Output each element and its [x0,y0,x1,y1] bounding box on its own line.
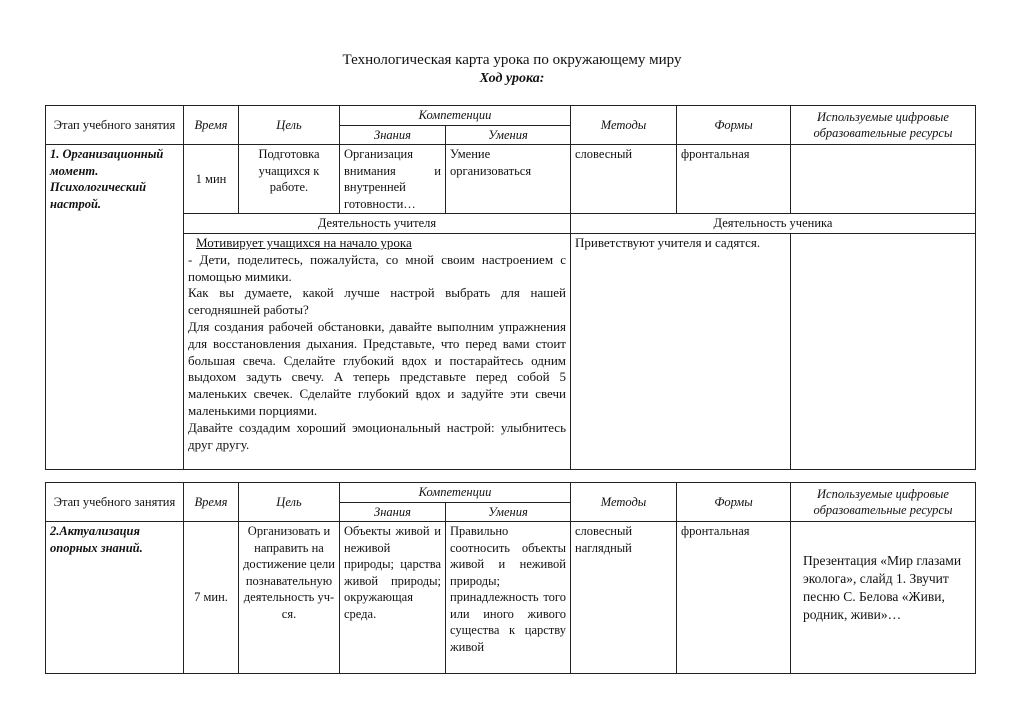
goal-cell: Организовать и направить на достижение цели познавательную деятельность уч-ся. [239,522,340,674]
header-goal: Цель [239,106,340,145]
header-competencies: Компетенции [340,106,571,126]
header-skills: Умения [446,125,571,145]
header-resources: Используемые цифровые образовательные ресурсы [791,483,976,522]
student-activity-header: Деятельность ученика [571,214,976,234]
methods-cell: словесный наглядный [571,522,677,674]
header-time: Время [184,106,239,145]
lesson-table-2 [45,482,976,674]
header-competencies: Компетенции [340,483,571,503]
header-resources: Используемые цифровые образовательные ресурсы [791,106,976,145]
page-subtitle: Ход урока: [479,71,545,86]
header-methods: Методы [571,483,677,522]
teacher-activity-line: Давайте создадим хороший эмоциональный настрой: улыбнитесь друг другу. [188,419,566,452]
teacher-activity-line: Для создания рабочей обстановки, давайте выполним упражнения для восстановления дыхания. Представьте, что перед вами стоит большая свеча. Сделайте глубокий вдох и постарайтесь одним выдохом задуть свечу. А теперь представьте перед собой 5 маленьких свечек. Сделайте глубокий вдох и задуйте эти свечи маленькими порциями. [188,318,566,418]
time-cell: 1 мин [184,145,239,214]
knowledge-cell: Объекты живой и неживой природы; царства живой природы; окружающая среда. [340,522,446,674]
methods-cell: словесный [571,145,677,214]
stage-cell: 2.Актуализация опорных знаний. [46,522,184,674]
time-cell: 7 мин. [184,522,239,674]
resources-cell [791,145,976,214]
header-stage: Этап учебного занятия [46,106,184,145]
student-activity-empty [791,234,976,470]
forms-cell: фронтальная [677,145,791,214]
teacher-activity-header: Деятельность учителя [184,214,571,234]
stage-cell: 1. Организационный момент. Психологический настрой. [46,145,184,470]
lesson-table-1 [45,105,976,470]
skills-cell: Умение организоваться [446,145,571,214]
page-title: Технологическая карта урока по окружающему миру [342,52,682,68]
teacher-activity-line: Как вы думаете, какой лучше настрой выбрать для нашей сегодняшней работы? [188,285,566,318]
header-stage: Этап учебного занятия [46,483,184,522]
knowledge-cell: Организация внимания и внутренней готовности… [340,145,446,214]
goal-cell: Подготовка учащихся к работе. [239,145,340,214]
teacher-activity-heading: Мотивирует учащихся на начало урока [196,235,412,250]
header-forms: Формы [677,106,791,145]
header-time: Время [184,483,239,522]
teacher-activity-text [184,234,571,470]
header-knowledge: Знания [340,125,446,145]
header-knowledge: Знания [340,502,446,522]
header-skills: Умения [446,502,571,522]
teacher-activity-line: - Дети, поделитесь, пожалуйста, со мной своим настроением с помощью мимики. [188,251,566,284]
student-activity-text: Приветствуют учителя и садятся. [571,234,791,470]
header-forms: Формы [677,483,791,522]
forms-cell: фронтальная [677,522,791,674]
resources-cell: Презентация «Мир глазами эколога», слайд 1. Звучит песню С. Белова «Живи, родник, живи»… [791,522,976,674]
header-goal: Цель [239,483,340,522]
header-methods: Методы [571,106,677,145]
skills-cell: Правильно соотносить объекты живой и неживой природы; принадлежность того или иного живого существа к царству живой [446,522,571,674]
